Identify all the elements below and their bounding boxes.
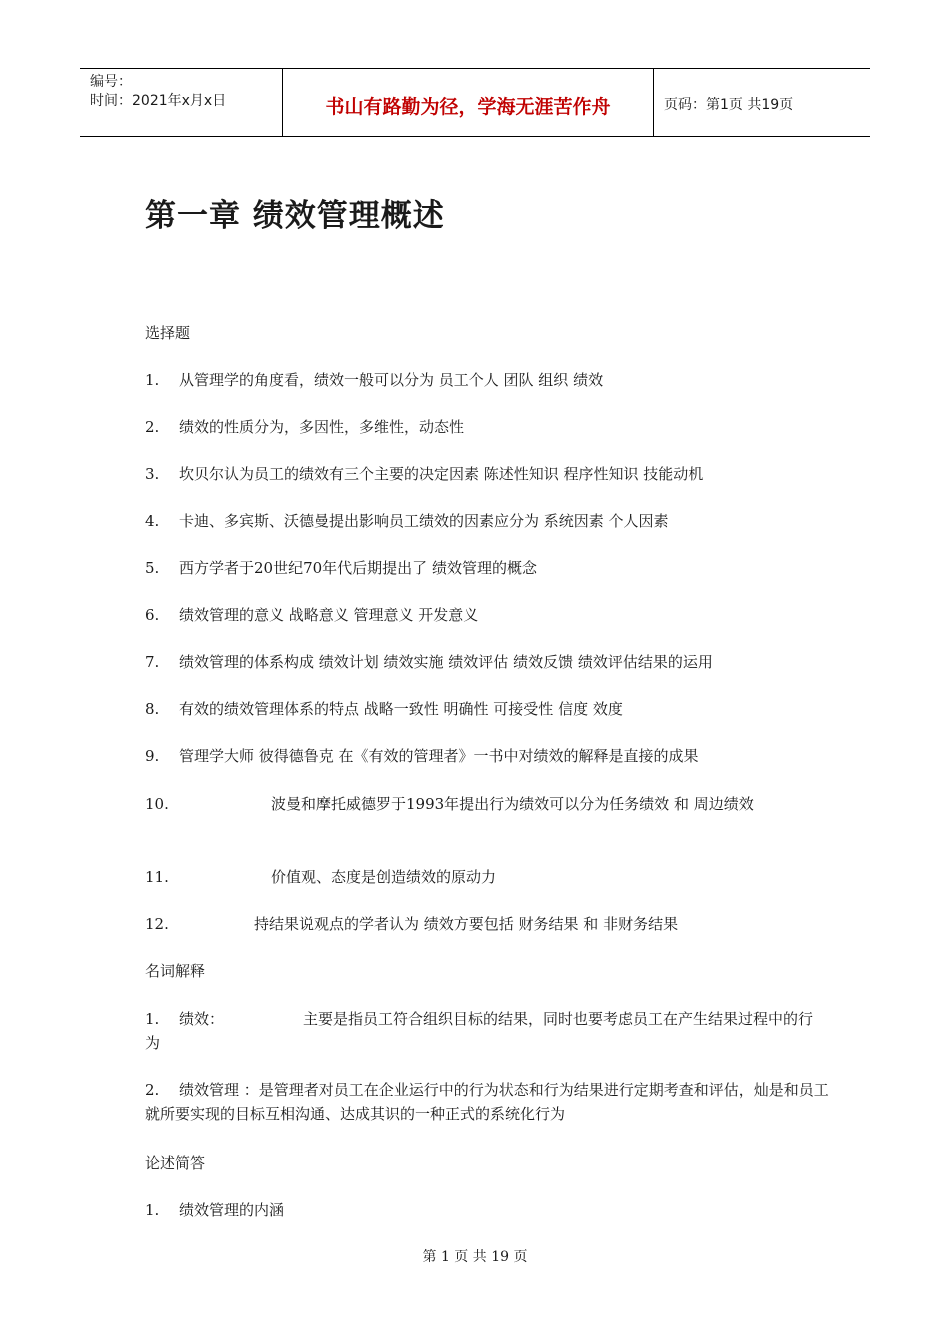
item-number: 2. [145, 418, 160, 436]
item-text: 坎贝尔认为员工的绩效有三个主要的决定因素 陈述性知识 程序性知识 技能动机 [179, 465, 704, 483]
item-text: 绩效的性质分为，多因性，多维性，动态性 [179, 418, 465, 436]
item-number: 1. [145, 1010, 160, 1028]
choice-item-4 [145, 510, 669, 531]
item-text: 持结果说观点的学者认为 绩效方要包括 财务结果 和 非财务结果 [254, 915, 679, 933]
item-number: 5. [145, 559, 160, 577]
choice-item-11 [145, 866, 496, 887]
time-label: 时间：2021年x月x日 [90, 93, 227, 109]
section-heading-essay: 论述简答 [145, 1154, 206, 1172]
item-text: 波曼和摩托威德罗于1993年提出行为绩效可以分为任务绩效 和 周边绩效 [271, 795, 754, 813]
choice-item-8 [145, 698, 623, 719]
item-text: 绩效管理的内涵 [179, 1201, 285, 1219]
item-number: 2. [145, 1081, 160, 1099]
item-number: 3. [145, 465, 160, 483]
item-text: 绩效管理的体系构成 绩效计划 绩效实施 绩效评估 绩效反馈 绩效评估结果的运用 [179, 653, 713, 671]
item-text: 从管理学的角度看，绩效一般可以分为 员工个人 团队 组织 绩效 [179, 371, 604, 389]
item-number: 7. [145, 653, 160, 671]
document-header [80, 68, 870, 137]
item-text: 有效的绩效管理体系的特点 战略一致性 明确性 可接受性 信度 效度 [179, 700, 623, 718]
choice-item-9 [145, 745, 699, 766]
choice-item-5 [145, 557, 537, 578]
choice-item-6 [145, 604, 478, 625]
item-number: 12. [145, 915, 169, 933]
term-item-1 [145, 1007, 825, 1055]
choice-item-12 [145, 913, 678, 934]
item-number: 4. [145, 512, 160, 530]
item-text: 绩效管理的意义 战略意义 管理意义 开发意义 [179, 606, 479, 624]
page-footer: 第 1 页 共 19 页 [422, 1249, 528, 1265]
term-label: 绩效管理 ： [179, 1081, 259, 1099]
item-text: 价值观、态度是创造绩效的原动力 [271, 868, 497, 886]
item-text: 卡迪、多宾斯、沃德曼提出影响员工绩效的因素应分为 系统因素 个人因素 [179, 512, 669, 530]
chapter-title: 第一章 绩效管理概述 [145, 198, 445, 234]
item-text: 西方学者于20世纪70年代后期提出了 绩效管理的概念 [179, 559, 537, 577]
item-number: 6. [145, 606, 160, 624]
choice-item-1 [145, 369, 603, 390]
motto-text: 书山有路勤为径，学海无涯苦作舟 [325, 96, 611, 118]
item-number: 1. [145, 371, 160, 389]
section-heading-choice: 选择题 [145, 324, 191, 342]
term-item-2 [145, 1078, 835, 1126]
choice-item-3 [145, 463, 703, 484]
item-number: 11. [145, 868, 169, 886]
choice-item-7 [145, 651, 713, 672]
header-motto-cell [282, 69, 654, 136]
section-heading-terms: 名词解释 [145, 962, 206, 980]
page-code: 页码：第1页 共19页 [664, 96, 794, 113]
item-number: 10. [145, 795, 169, 813]
term-definition: 是管理者对员工在企业运行中的行为状态和行为结果进行定期考查和评估，灿是和员工就所要实现的目标互相沟通、达成其识的一种正式的系统化行为 [145, 1081, 829, 1123]
item-number: 9. [145, 747, 160, 765]
header-page-code-cell [654, 69, 870, 136]
term-label: 绩效： [179, 1010, 225, 1028]
choice-item-10 [145, 792, 825, 816]
header-meta-cell [80, 69, 282, 136]
term-definition: 主要是指员工符合组织目标的结果，同时也要考虑员工在产生结果过程中的行为 [145, 1010, 814, 1052]
choice-item-2 [145, 416, 464, 437]
item-number: 8. [145, 700, 160, 718]
item-text: 管理学大师 彼得德鲁克 在《有效的管理者》一书中对绩效的解释是直接的成果 [179, 747, 699, 765]
essay-item-1 [145, 1199, 284, 1220]
number-label: 编号： [90, 74, 132, 90]
item-number: 1. [145, 1201, 160, 1219]
